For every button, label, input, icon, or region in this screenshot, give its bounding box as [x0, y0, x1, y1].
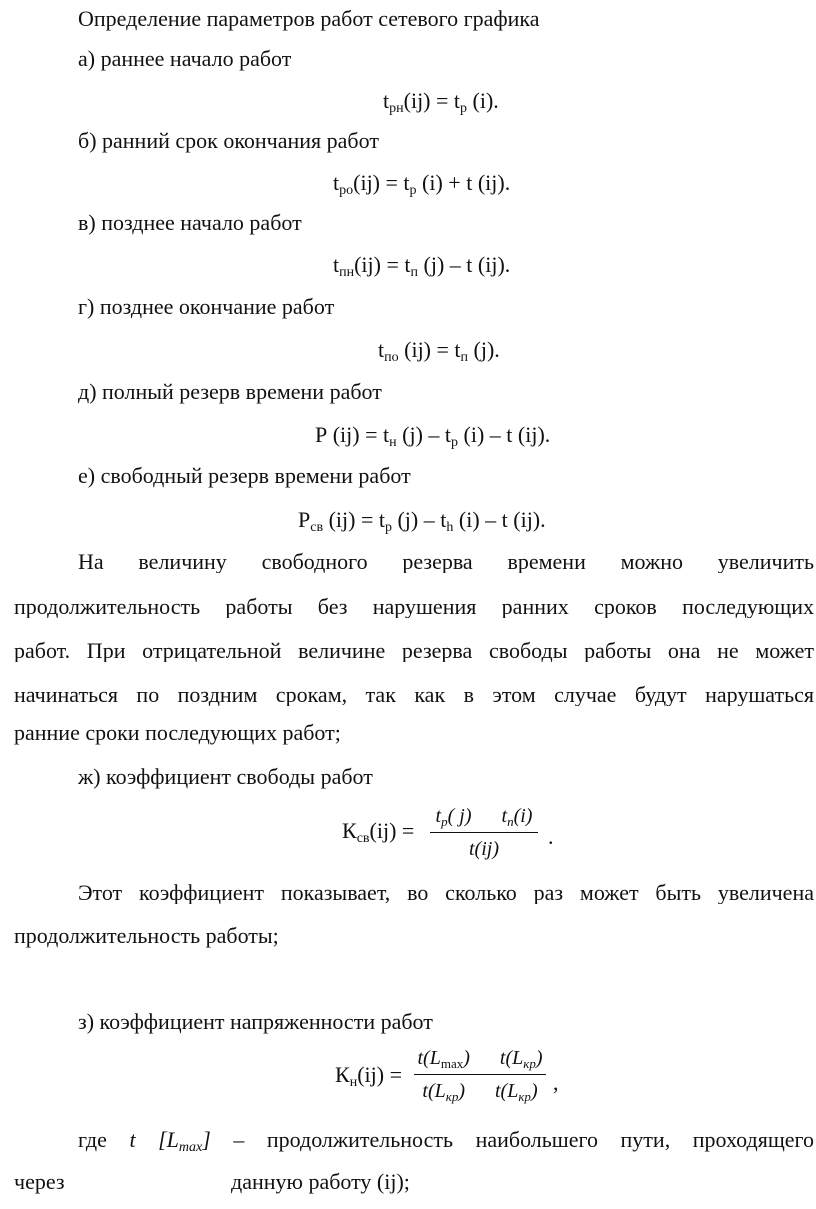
formula-z-numerator: $t(L_{max})$ $t(L_{кр})$ [417, 1047, 543, 1071]
formula-z-bar [414, 1074, 546, 1075]
para3-line2-b: данную работу (ij); [231, 1169, 410, 1194]
formula-a: $t_{рн}(ij) = t_р$ (i). [383, 88, 499, 116]
item-zh-label: ж) коэффициент свободы работ [78, 764, 373, 789]
formula-z-tail: , [553, 1070, 559, 1095]
formula-zh-tail: . [548, 824, 554, 849]
para2-line1: Этот коэффициент показывает, во сколько раз может быть увеличена [78, 882, 814, 904]
formula-zh-fraction [430, 806, 538, 859]
item-a-label: а) раннее начало работ [78, 46, 292, 71]
formula-d: Р $(ij) = t_н$ $(j) - t_р$ (i) – t (ij). [315, 422, 551, 450]
title: Определение параметров работ сетевого графика [78, 6, 540, 31]
formula-zh-numerator: $t_p$( j) $t_n(i)$ [435, 805, 533, 829]
para1-line3: работ. При отрицательной величине резерва свободы работы она не может [14, 640, 814, 662]
formula-e: $Р_{св}$ $(ij) = t_р$ $(j) - t_h$ (i) – t (ij). [298, 507, 546, 535]
item-b-label: б) ранний срок окончания работ [78, 128, 379, 153]
item-z-label: з) коэффициент напряженности работ [78, 1009, 433, 1034]
item-e-label: е) свободный резерв времени работ [78, 463, 411, 488]
formula-z-denominator: $t(L_{кр})$ $t(L_{кр})$ [422, 1080, 538, 1104]
formula-b: $t_{ро}(ij) = t_р$ (i) + t (ij). [333, 170, 511, 198]
para1-line5: ранние сроки последующих работ; [14, 720, 341, 745]
item-v-label: в) позднее начало работ [78, 210, 302, 235]
formula-zh-denominator: t(ij) [469, 838, 499, 860]
item-d-label: д) полный резерв времени работ [78, 379, 382, 404]
formula-z-fraction [414, 1047, 546, 1104]
formula-z-lhs: $К_н(ij)$ = [335, 1062, 402, 1090]
para1-line2: продолжительность работы без нарушения ранних сроков последующих [14, 596, 814, 618]
para3-line2-a: через [14, 1169, 65, 1194]
para2-line2: продолжительность работы; [14, 923, 279, 948]
para3-line1: где t $[L_{max}]$ – продолжительность наибольшего пути, проходящего [78, 1127, 814, 1155]
formula-zh-lhs: $К_{св}(ij)$ = [342, 818, 415, 846]
formula-zh-bar [430, 832, 538, 833]
para1-line4: начинаться по поздним срокам, так как в этом случае будут нарушаться [14, 684, 814, 706]
formula-g: $t_{по}$ $(ij) = t_п$ (j). [378, 337, 500, 365]
formula-v: $t_{пн}(ij) = t_п$ (j) – t (ij). [333, 252, 511, 280]
para1-line1: На величину свободного резерва времени можно увеличить [78, 551, 814, 573]
item-g-label: г) позднее окончание работ [78, 294, 335, 319]
